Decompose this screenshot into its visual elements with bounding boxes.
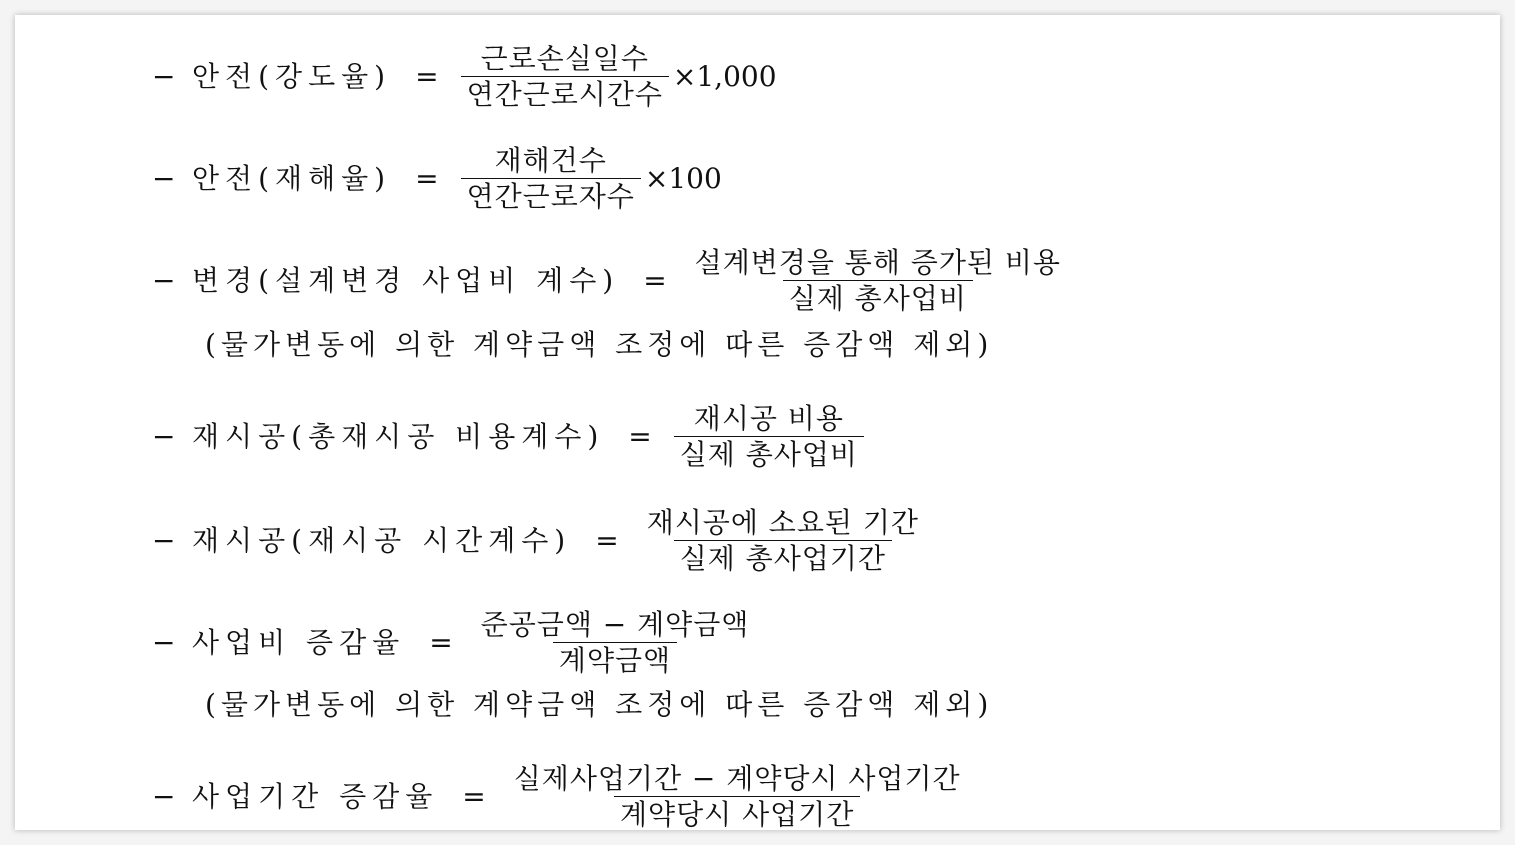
numerator: 근로손실일수	[480, 42, 649, 75]
formula-label: 안전(재해율)	[192, 162, 392, 195]
denominator: 실제 총사업비	[783, 280, 973, 313]
denominator: 계약금액	[553, 642, 677, 675]
fraction	[674, 402, 864, 471]
formula-label: 변경(설계변경 사업비 계수)	[192, 264, 620, 297]
equals-sign: =	[643, 264, 667, 297]
denominator: 실제 총사업기간	[674, 540, 892, 573]
numerator: 재시공 비용	[693, 402, 844, 435]
equals-sign: =	[415, 162, 439, 195]
fraction	[461, 144, 641, 213]
equals-sign: =	[429, 626, 453, 659]
fraction	[508, 762, 967, 831]
price-adjustment-note: (물가변동에 의한 계약금액 조정에 따른 증감액 제외)	[205, 328, 994, 361]
bullet-dash: −	[152, 420, 176, 453]
numerator: 재시공에 소요된 기간	[646, 506, 919, 539]
formula-label: 안전(강도율)	[192, 60, 392, 93]
formula-label: 재시공(총재시공 비용계수)	[192, 420, 605, 453]
bullet-dash: −	[152, 60, 176, 93]
multiplier: ×100	[644, 162, 722, 195]
equals-sign: =	[595, 524, 619, 557]
numerator: 실제사업기간 − 계약당시 사업기간	[513, 762, 961, 795]
denominator: 실제 총사업비	[674, 436, 864, 469]
bullet-dash: −	[152, 780, 176, 813]
equals-sign: =	[628, 420, 652, 453]
fraction	[461, 42, 669, 111]
numerator: 준공금액 − 계약금액	[480, 608, 750, 641]
formula-safety-accident-rate	[152, 144, 722, 213]
fraction	[689, 246, 1067, 315]
fraction	[475, 608, 756, 677]
multiplier: ×1,000	[672, 60, 777, 93]
document-page	[15, 15, 1500, 830]
numerator: 설계변경을 통해 증가된 비용	[694, 246, 1061, 279]
formula-schedule-variance-rate	[152, 762, 967, 831]
denominator: 계약당시 사업기간	[614, 796, 860, 829]
formula-change-order-cost-factor	[152, 246, 1067, 315]
equals-sign: =	[415, 60, 439, 93]
price-adjustment-note: (물가변동에 의한 계약금액 조정에 따른 증감액 제외)	[205, 688, 994, 721]
equals-sign: =	[462, 780, 486, 813]
fraction	[641, 506, 925, 575]
formula-label: 사업기간 증감율	[192, 780, 439, 813]
formula-rework-cost-factor	[152, 402, 864, 471]
bullet-dash: −	[152, 264, 176, 297]
denominator: 연간근로시간수	[461, 76, 669, 109]
formula-label: 사업비 증감율	[192, 626, 406, 659]
formula-safety-severity-rate	[152, 42, 777, 111]
formula-cost-variance-rate	[152, 608, 755, 677]
bullet-dash: −	[152, 524, 176, 557]
bullet-dash: −	[152, 626, 176, 659]
denominator: 연간근로자수	[461, 178, 641, 211]
formula-rework-time-factor	[152, 506, 925, 575]
formula-label: 재시공(재시공 시간계수)	[192, 524, 572, 557]
bullet-dash: −	[152, 162, 176, 195]
numerator: 재해건수	[494, 144, 607, 177]
